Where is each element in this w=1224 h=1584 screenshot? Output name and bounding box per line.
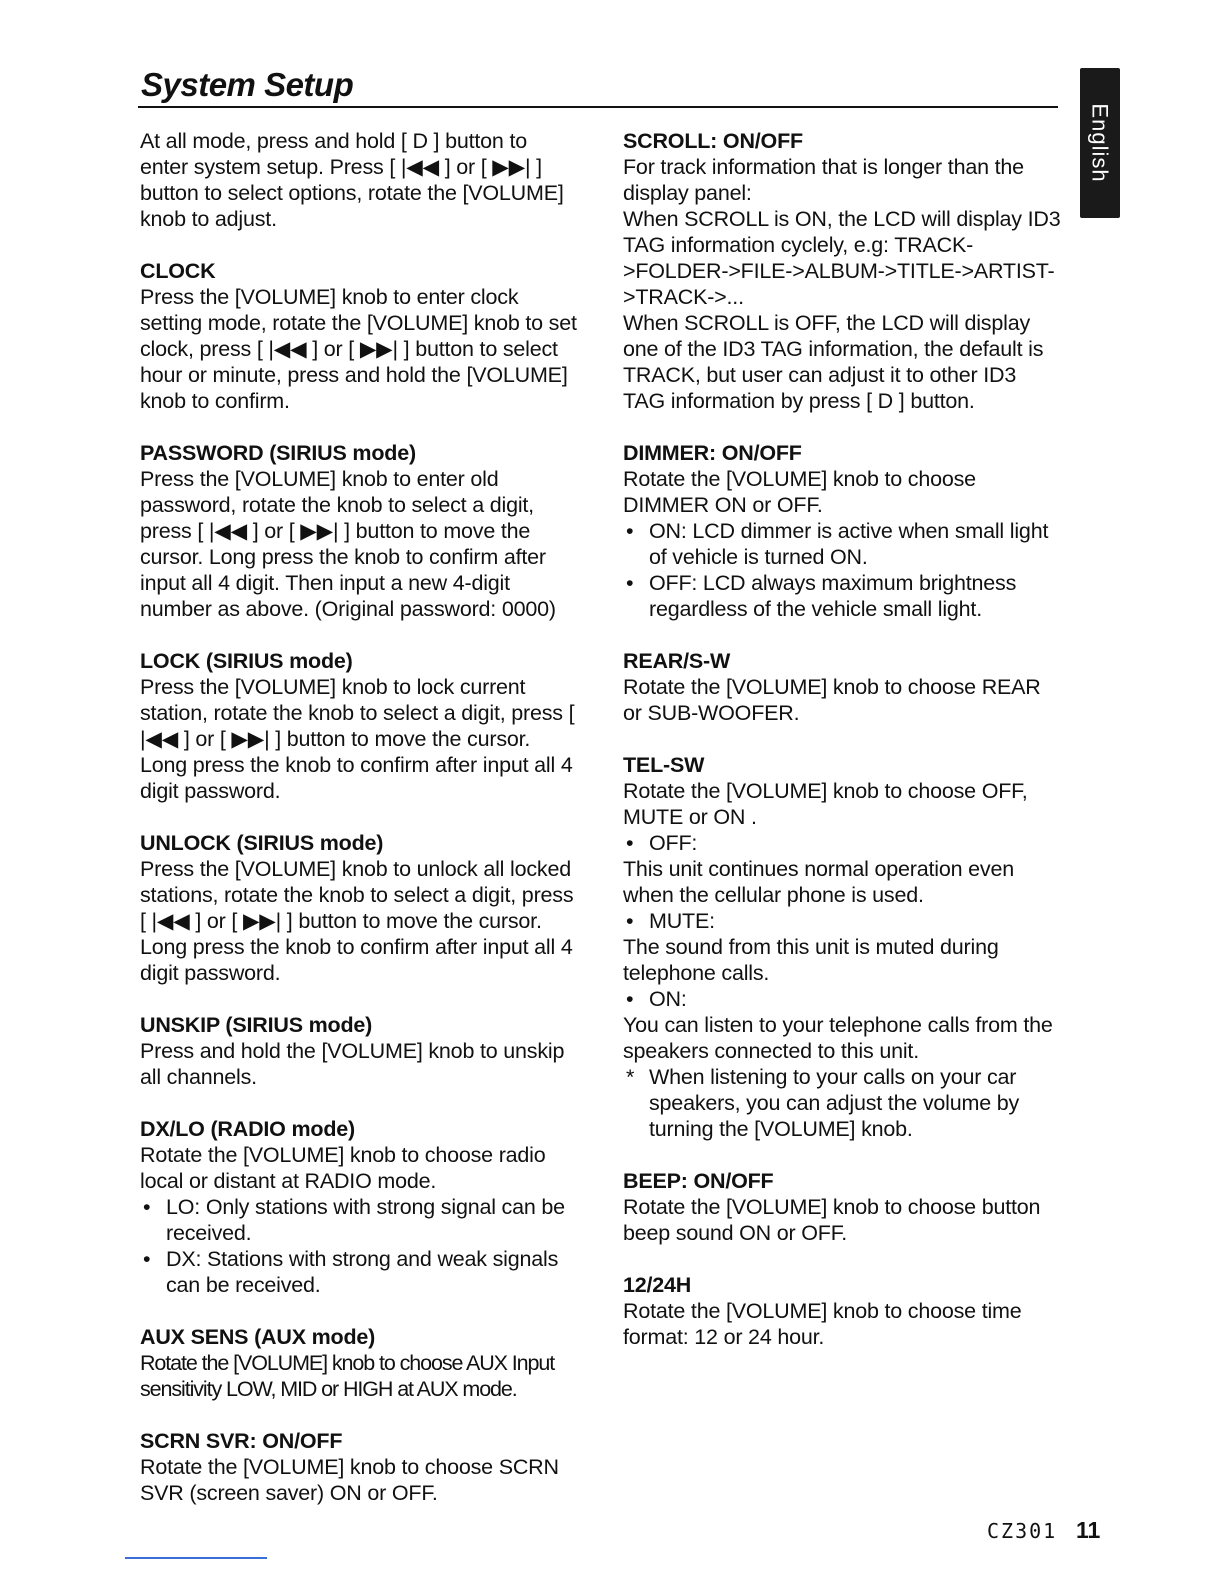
right-column — [623, 128, 1063, 1376]
tel-off-item — [623, 830, 1063, 856]
scroll-text-3: When SCROLL is OFF, the LCD will display one of the ID3 TAG information, the default is TRACK, but user can adjust it to other ID3 TAG information by press [ D ] button. — [623, 311, 1044, 413]
dxlo-heading: DX/LO (RADIO mode) — [140, 1117, 355, 1141]
footer-accent-line — [125, 1557, 267, 1559]
aux-section — [140, 1324, 580, 1402]
tel-on-item — [623, 986, 1063, 1012]
scroll-heading: SCROLL: ON/OFF — [623, 129, 803, 153]
list-item: • MUTE: — [623, 908, 1063, 934]
dxlo-text: Rotate the [VOLUME] knob to choose radio local or distant at RADIO mode. — [140, 1143, 546, 1193]
list-item: • LO: Only stations with strong signal can be received. — [140, 1194, 580, 1246]
page-title: System Setup — [141, 66, 354, 103]
aux-text: Rotate the [VOLUME] knob to choose AUX Input sensitivity LOW, MID or HIGH at AUX mode. — [140, 1351, 555, 1401]
beep-section — [623, 1168, 1063, 1246]
clock-heading: CLOCK — [140, 259, 216, 283]
dimmer-list — [623, 518, 1063, 622]
dimmer-section — [623, 440, 1063, 622]
rear-section — [623, 648, 1063, 726]
lock-section — [140, 648, 580, 804]
language-tab — [1080, 68, 1120, 218]
tel-section — [623, 752, 1063, 1142]
dxlo-list — [140, 1194, 580, 1298]
title-rule — [138, 106, 1058, 108]
tel-text: Rotate the [VOLUME] knob to choose OFF, MUTE or ON . — [623, 779, 1028, 829]
left-column — [140, 128, 580, 1532]
intro-text: At all mode, press and hold [ D ] button to enter system setup. Press [ |◀◀ ] or [ ▶▶| ] button to select options, rotate the [VOLUME] knob to adjust. — [140, 129, 564, 231]
list-item: • OFF: LCD always maximum brightness regardless of the vehicle small light. — [623, 570, 1063, 622]
beep-text: Rotate the [VOLUME] knob to choose button beep sound ON or OFF. — [623, 1195, 1041, 1245]
tel-off-text: This unit continues normal operation even when the cellular phone is used. — [623, 857, 1014, 907]
unlock-heading: UNLOCK (SIRIUS mode) — [140, 831, 384, 855]
tel-note — [623, 1064, 1063, 1142]
hour-text: Rotate the [VOLUME] knob to choose time format: 12 or 24 hour. — [623, 1299, 1022, 1349]
dimmer-heading: DIMMER: ON/OFF — [623, 441, 802, 465]
unlock-section — [140, 830, 580, 986]
aux-heading: AUX SENS (AUX mode) — [140, 1325, 376, 1349]
list-item: • OFF: — [623, 830, 1063, 856]
lock-text: Press the [VOLUME] knob to lock current station, rotate the knob to select a digit, press [ |◀◀ ] or [ ▶▶| ] button to move the cursor. Long press the knob to confirm after input all 4 digit password. — [140, 675, 575, 803]
hour-heading: 12/24H — [623, 1273, 692, 1297]
list-item: • ON: LCD dimmer is active when small light of vehicle is turned ON. — [623, 518, 1063, 570]
list-item: * When listening to your calls on your car speakers, you can adjust the volume by turning the [VOLUME] knob. — [623, 1064, 1063, 1142]
clock-text: Press the [VOLUME] knob to enter clock setting mode, rotate the [VOLUME] knob to set clock, press [ |◀◀ ] or [ ▶▶| ] button to select hour or minute, press and hold the [VOLUME] knob to confirm. — [140, 285, 577, 413]
unskip-section — [140, 1012, 580, 1090]
password-section — [140, 440, 580, 622]
password-heading: PASSWORD (SIRIUS mode) — [140, 441, 416, 465]
language-tab-label: English — [1088, 103, 1113, 183]
unskip-heading: UNSKIP (SIRIUS mode) — [140, 1013, 373, 1037]
password-text: Press the [VOLUME] knob to enter old password, rotate the knob to select a digit, press [ |◀◀ ] or [ ▶▶| ] button to move the cursor. Long press the knob to confirm after input all 4 digit. Then input a new 4-digit number as above. (Original password: 0000) — [140, 467, 556, 621]
lock-heading: LOCK (SIRIUS mode) — [140, 649, 353, 673]
beep-heading: BEEP: ON/OFF — [623, 1169, 774, 1193]
dxlo-section — [140, 1116, 580, 1298]
scroll-section — [623, 128, 1063, 414]
scrn-text: Rotate the [VOLUME] knob to choose SCRN SVR (screen saver) ON or OFF. — [140, 1455, 559, 1505]
scroll-text-2: When SCROLL is ON, the LCD will display ID3 TAG information cyclely, e.g: TRACK->FOLDER->FILE->ALBUM->TITLE->ARTIST->TRACK->... — [623, 207, 1061, 309]
tel-heading: TEL-SW — [623, 753, 705, 777]
rear-heading: REAR/S-W — [623, 649, 731, 673]
scrn-section — [140, 1428, 580, 1506]
unlock-text: Press the [VOLUME] knob to unlock all locked stations, rotate the knob to select a digit, press [ |◀◀ ] or [ ▶▶| ] button to move the cursor. Long press the knob to confirm after input all 4 digit password. — [140, 857, 574, 985]
model-number: CZ301 — [987, 1519, 1058, 1543]
clock-section — [140, 258, 580, 414]
intro-section — [140, 128, 580, 232]
list-item: • DX: Stations with strong and weak signals can be received. — [140, 1246, 580, 1298]
scrn-heading: SCRN SVR: ON/OFF — [140, 1429, 343, 1453]
rear-text: Rotate the [VOLUME] knob to choose REAR or SUB-WOOFER. — [623, 675, 1041, 725]
unskip-text: Press and hold the [VOLUME] knob to unskip all channels. — [140, 1039, 565, 1089]
tel-on-text: You can listen to your telephone calls from the speakers connected to this unit. — [623, 1013, 1053, 1063]
tel-mute-item — [623, 908, 1063, 934]
hour-section — [623, 1272, 1063, 1350]
scroll-text-1: For track information that is longer than the display panel: — [623, 155, 1024, 205]
dimmer-text: Rotate the [VOLUME] knob to choose DIMMER ON or OFF. — [623, 467, 976, 517]
page-number: 11 — [1076, 1517, 1101, 1543]
list-item: • ON: — [623, 986, 1063, 1012]
tel-mute-text: The sound from this unit is muted during telephone calls. — [623, 935, 999, 985]
